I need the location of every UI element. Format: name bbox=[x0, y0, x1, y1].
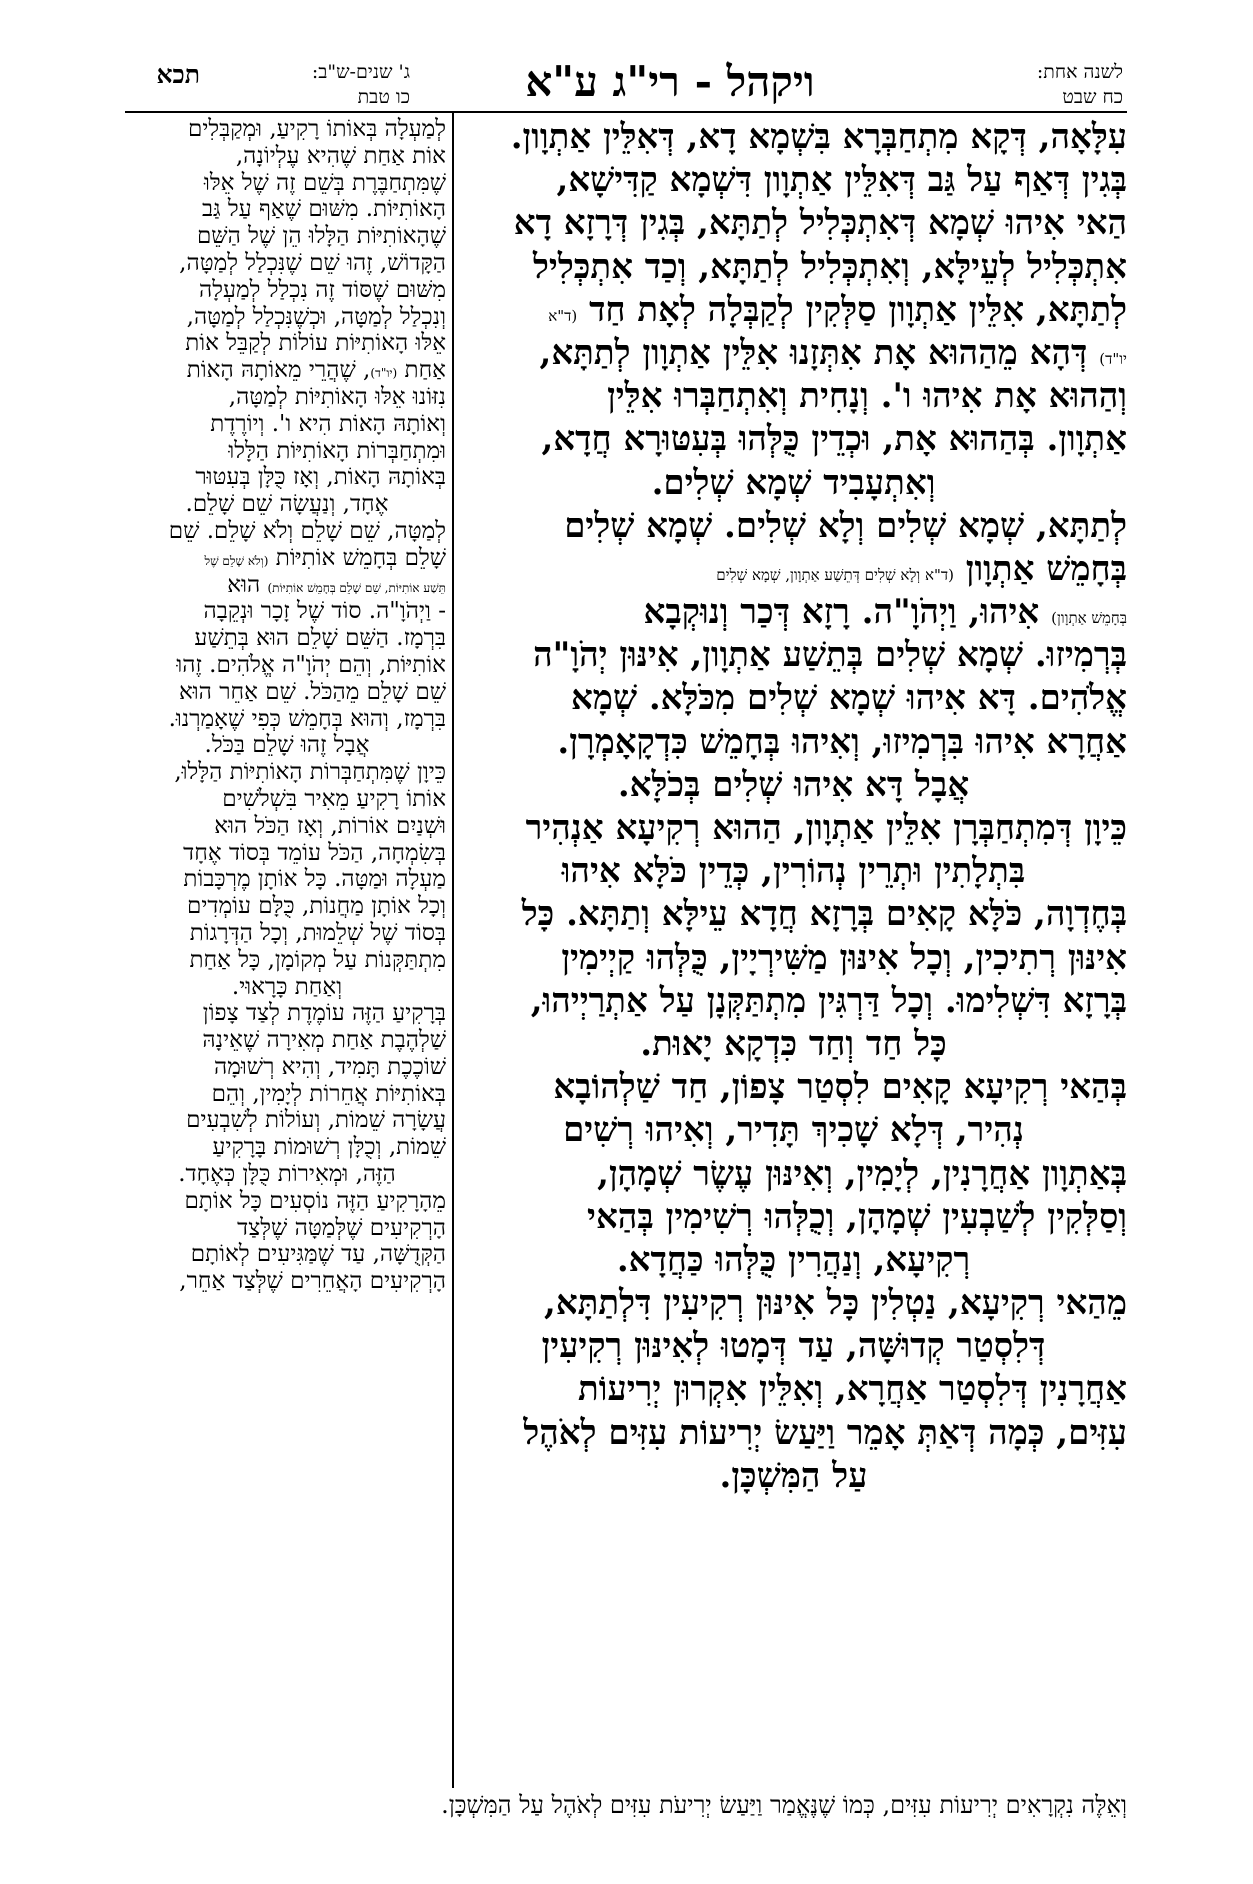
side-line: כֵּיוָן שֶׁמִּתְחַבְּרוֹת הָאוֹתִיּוֹת הַלָּלוּ, bbox=[174, 759, 446, 786]
side-line bbox=[128, 572, 446, 599]
side-line: בְּרָקִיעַ הַזֶּה עוֹמֶדֶת לְצַד צָפוֹן bbox=[202, 1000, 446, 1027]
side-line: אוֹתוֹ רָקִיעַ מֵאִיר בִּשְׁלֹשִׁים bbox=[222, 785, 446, 812]
main-line: וְהַהוּא אָת אִיהוּ ו'. וְנָחִית וְאִתְחַבְּרוּ אִלֵּין bbox=[607, 376, 1127, 417]
side-line: לְמַטָּה, שֵׁם שָׁלֵם וְלֹא שָׁלֵם. שֵׁם bbox=[168, 517, 446, 544]
main-line-text: לְתַתָּא, אִלֵּין אַתְוָון סַלְּקִין לְקַבְּלָה לְאָת חַד bbox=[589, 289, 1127, 330]
side-line: הָרְקִיעִים שֶׁלְּמַטָּה שֶׁלְּצַד bbox=[237, 1214, 446, 1241]
side-line: שַׁלְהֶבֶת אַחַת מְאִירָה שֶׁאֵינָהּ bbox=[202, 1027, 446, 1054]
main-line-text: בְּחָמֵשׁ אַתְוָון bbox=[965, 548, 1127, 589]
variant-note: בְּחָמֵשׁ אַתְוָון) bbox=[1051, 609, 1127, 628]
side-line bbox=[128, 545, 446, 572]
side-line: שֶׁהָאוֹתִיּוֹת הַלָּלוּ הֵן שֶׁל הַשֵּׁם bbox=[196, 223, 446, 250]
side-line: מֵהָרָקִיעַ הַזֶּה נוֹסְעִים כָּל אוֹתָם bbox=[184, 1187, 446, 1214]
main-line: נְהִיר, דְּלָא שָׁכִיךְ תָּדִיר, וְאִיהוּ רְשִׁים bbox=[563, 1110, 1024, 1151]
main-line-text: דְּהָא מֵהַהוּא אָת אִתְּזָנוּ אִלֵּין אַתְוָון לְתַתָּא, bbox=[539, 332, 1088, 373]
side-line-text: הוּא bbox=[227, 571, 261, 598]
main-line: רְקִיעָא, וְנַהֲרִין כֻּלְּהוּ כַּחֲדָא. bbox=[616, 1239, 971, 1280]
variant-note: תֵּשַׁע אוֹתִיּוֹת, שֵׁם שָׁלֵם בְּחָמֵשׁ אוֹתִיּוֹת) bbox=[267, 580, 446, 595]
main-line: אַחֲרָנִין דְּלִסְטַר אַחֲרָא, וְאִלֵּין אִקְרוּן יְרִיעוֹת bbox=[578, 1369, 1127, 1410]
page-title: ויקהל - רי"ג ע"א bbox=[525, 57, 815, 106]
side-line: הַזֶּה, וּמְאִירוֹת כֻּלָּן כְּאֶחָד. bbox=[178, 1161, 396, 1188]
header-schedule-label-2: ג' שנים-ש"ב: bbox=[311, 61, 410, 83]
header-date-one-year bbox=[953, 60, 1123, 112]
side-line: אֶחָד, וְנַעֲשָׂה שֵׁם שָׁלֵם. bbox=[185, 491, 389, 518]
main-line: לְתַתָּא, שְׁמָא שְׁלִים וְלָא שְׁלִים. שְׁמָא שְׁלִים bbox=[564, 505, 1127, 546]
main-line: וְאִתְעָבִיד שְׁמָא שְׁלִים. bbox=[651, 462, 936, 503]
side-line: עֲשָׂרָה שֵׁמוֹת, וְעוֹלוֹת לְשִׁבְעִים bbox=[186, 1107, 446, 1134]
main-line: אֲבָל דָּא אִיהוּ שְׁלִים בְּכֹלָּא. bbox=[617, 764, 970, 805]
main-line: מֵהַאי רְקִיעָא, נַטְלִין כָּל אִינּוּן רְקִיעִין דִּלְתַתָּא, bbox=[544, 1283, 1127, 1324]
main-line: עִזִּים, כְּמָה דְּאַתְּ אָמֵר וַיַּעַשׂ יְרִיעוֹת עִזִּים לְאֹהֶל bbox=[523, 1412, 1127, 1453]
main-line-text: אִיהוּ, וַיְהֹוָ"ה. רָזָא דְּכַר וְנוּקְבָא bbox=[643, 592, 1040, 633]
header-schedule-date-2: כו טבת bbox=[357, 86, 410, 108]
side-line: - וַיְהֹוָ"ה. סוֹד שֶׁל זָכָר וּנְקֵבָה bbox=[203, 598, 446, 625]
variant-note: יו"ד) bbox=[1099, 349, 1127, 368]
header-date-three-years bbox=[210, 60, 410, 112]
main-line: בְּהַאי רְקִיעָא קָאִים לִסְטַר צָפוֹן, חַד שַׁלְהוֹבָא bbox=[553, 1067, 1127, 1108]
side-line: שֵׁמוֹת, וְכֻלָּן רְשׁוּמוֹת בָּרָקִיעַ bbox=[212, 1134, 446, 1161]
main-line: בְּרְמִיזוּ. שְׁמָא שְׁלִים בְּתֵשַׁע אַתְוָון, אִינּוּן יְהֹוָ"ה bbox=[533, 635, 1127, 676]
side-line: הָרְקִיעִים הָאֲחֵרִים שֶׁלְּצַד אַחֵר, bbox=[179, 1268, 446, 1295]
side-line: שֵׁם שָׁלֵם מֵהַכֹּל. שֵׁם אַחֵר הוּא bbox=[178, 678, 446, 705]
main-line: עַל הַמִּשְׁכָּן. bbox=[719, 1455, 868, 1496]
side-line: בְּאוֹתִיּוֹת אֲחֵרוֹת לְיָמִין, וְהֵם bbox=[211, 1080, 446, 1107]
side-line: אֵלּוּ הָאוֹתִיּוֹת עוֹלוֹת לְקַבֵּל אוֹת bbox=[185, 330, 446, 357]
translation-column bbox=[128, 116, 446, 1295]
main-line: עִלָּאָה, דְּקָא מִתְחַבְּרָא בִּשְׁמָא דָא, דְּאִלֵּין אַתְוָון. bbox=[510, 117, 1127, 157]
main-line: הַאי אִיהוּ שְׁמָא דְּאִתְכְּלִיל לְתַתָּא, בְּגִין דְּרָזָא דָא bbox=[513, 203, 1127, 244]
column-divider bbox=[452, 113, 454, 1788]
side-line: בְּאוֹתָהּ הָאוֹת, וְאָז כֻּלָּן בְּעִטּוּר bbox=[195, 464, 446, 491]
side-line: נִזּוֹנוּ אֵלּוּ הָאוֹתִיּוֹת לְמַטָּה, bbox=[228, 383, 446, 410]
variant-note: (יו"ד) bbox=[370, 366, 398, 381]
main-line: אִתְכְּלִיל לְעֵילָּא, וְאִתְכְּלִיל לְתַתָּא, וְכַד אִתְכְּלִיל bbox=[533, 246, 1127, 287]
main-line bbox=[460, 548, 1127, 591]
variant-note: (וְלֹא שָׁלֵם שֶׁל bbox=[204, 553, 269, 568]
main-line bbox=[460, 332, 1127, 375]
side-line: אוֹתִיּוֹת, וְהֵם יְהֹוָ"ה אֱלֹהִים. זֶהוּ bbox=[176, 651, 446, 678]
side-line: וְנִכְלַל לְמַטָּה, וּכְשֶׁנִּכְלַל לְמַטָּה, bbox=[186, 303, 446, 330]
side-line: הַקָּדוֹשׁ, זֶהוּ שֵׁם שֶׁנִּכְלַל לְמַטָּה, bbox=[179, 249, 446, 276]
main-line: אֱלֹהִים. דָּא אִיהוּ שְׁמָא שְׁלִים מִכֹּלָּא. שְׁמָא bbox=[570, 678, 1127, 719]
main-line: בְּגִין דְּאַף עַל גַּב דְּאִלֵּין אַתְוָון דִּשְׁמָא קַדִּישָׁא, bbox=[556, 160, 1127, 201]
header-schedule-date: כח שבט bbox=[1062, 86, 1123, 108]
side-line: וְאַחַת כָּרָאוּי. bbox=[231, 973, 343, 1000]
side-line bbox=[128, 357, 446, 384]
side-line-text: שָׁלֵם בְּחָמֵשׁ אוֹתִיּוֹת bbox=[275, 544, 446, 571]
main-line: כֵּיוָן דְּמִתְחַבְּרָן אִלֵּין אַתְוָון, הַהוּא רְקִיעָא אַנְהִיר bbox=[525, 808, 1127, 848]
main-line: בְּאַתְוָון אַחֲרָנִין, לְיָמִין, וְאִינּוּן עֶשֶׂר שְׁמָהָן, bbox=[597, 1153, 1127, 1194]
main-line: אַחֲרָא אִיהוּ בִּרְמִיזוּ, וְאִיהוּ בְּחָמֵשׁ כִּדְקָאָמְרָן. bbox=[557, 721, 1127, 762]
side-line: וּמִתְחַבְּרוֹת הָאוֹתִיּוֹת הַלָּלוּ bbox=[228, 437, 446, 464]
side-line: וּשְׁנַיִם אוֹרוֹת, וְאָז הַכֹּל הוּא bbox=[214, 812, 446, 839]
side-line: הַקְּדֻשָּׁה, עַד שֶׁמַּגִּיעִים לְאוֹתָם bbox=[190, 1241, 446, 1268]
side-line: מִתְתַּקְּנוֹת עַל מְקוֹמָן, כָּל אַחַת bbox=[189, 946, 446, 973]
page-number: תכא bbox=[156, 60, 200, 89]
side-line: אוֹת אַחַת שֶׁהִיא עֶלְיוֹנָה, bbox=[235, 142, 446, 169]
side-line-text: אַחַת bbox=[404, 357, 446, 384]
side-line: הָאוֹתִיּוֹת. מִשּׁוּם שֶׁאַף עַל גַּב bbox=[201, 196, 446, 223]
header-schedule-label: לשנה אחת: bbox=[1036, 61, 1123, 83]
side-line: מַעְלָה וּמַטָּה. כָּל אוֹתָן מֶרְכָּבוֹת bbox=[183, 866, 446, 893]
side-line: שֶׁמִּתְחַבֶּרֶת בְּשֵׁם זֶה שֶׁל אֵלּוּ bbox=[203, 169, 446, 196]
main-line: בְּחֶדְוָה, כֹּלָּא קָאִים בְּרָזָא חֲדָא עֵילָּא וְתַתָּא. כָּל bbox=[521, 894, 1127, 935]
main-line: אַתְוָון. בְּהַהוּא אָת, וּכְדֵין כֻּלְּהוּ בְּעִטּוּרָא חֲדָא, bbox=[541, 419, 1127, 460]
side-line: וְכָל אוֹתָן מַחֲנוֹת, כֻּלָּם עוֹמְדִים bbox=[187, 893, 446, 920]
variant-note: (ד"א וְלָא שְׁלִים דְּתֵשַׁע אַתְוָון, שְׁמָא שְׁלִים bbox=[716, 565, 954, 584]
variant-note: (ד"א bbox=[548, 306, 578, 325]
main-line: בִּתְלָתִין וּתְרֵין נְהוֹרִין, כְּדֵין כֹּלָּא אִיהוּ bbox=[561, 851, 1026, 892]
side-line: בְּסוֹד שֶׁל שְׁלֵמוּת, וְכָל הַדְּרָגוֹת bbox=[189, 919, 446, 946]
main-line: כָּל חַד וְחַד כִּדְקָא יָאוּת. bbox=[640, 1023, 947, 1064]
side-line: בִּרְמָז, וְהוּא בְּחָמֵשׁ כְּפִי שֶׁאָמַרְנוּ. bbox=[168, 705, 446, 732]
footer-continuation: וְאֵלֶּה נִקְרָאִים יְרִיעוֹת עִזִּים, כְּמוֹ שֶׁנֶּאֱמַר וַיַּעַשׂ יְרִיעֹת עִזִּים לְאֹהֶל עַל הַמִּשְׁכָּן. bbox=[441, 1791, 1127, 1819]
side-line-text: , שֶׁהֲרֵי מֵאוֹתָהּ הָאוֹת bbox=[186, 357, 371, 384]
main-column bbox=[460, 116, 1127, 1498]
main-line: דְּלִסְטַר קְדוּשָּׁה, עַד דְּמָטוּ לְאִינּוּן רְקִיעִין bbox=[541, 1326, 1046, 1367]
side-line: אֲבָל זֶהוּ שָׁלֵם בַּכֹּל. bbox=[204, 732, 370, 759]
main-line: וְסַלְּקִין לְשַׁבְעִין שְׁמָהָן, וְכֻלְּהוּ רְשִׁימִין בְּהַאי bbox=[587, 1196, 1127, 1237]
main-line bbox=[460, 289, 1127, 332]
side-line: וְאוֹתָהּ הָאוֹת הִיא ו'. וְיוֹרֶדֶת bbox=[210, 410, 446, 437]
main-line bbox=[460, 591, 1127, 634]
side-line: בְּשִׂמְחָה, הַכֹּל עוֹמֵד בְּסוֹד אֶחָד bbox=[183, 839, 446, 866]
side-line: בִּרְמָז. הַשֵּׁם שָׁלֵם הוּא בְּתֵשַׁע bbox=[194, 625, 446, 652]
side-line: מִשּׁוּם שֶׁסּוֹד זֶה נִכְלַל לְמַעְלָה bbox=[199, 276, 446, 303]
main-line: בְּרָזָא דִּשְׁלִימוּ. וְכָל דַּרְגִּין מִתְתַּקְּנָן עַל אַתְרַיְיהוּ, bbox=[530, 980, 1127, 1021]
header-rule bbox=[125, 111, 1127, 113]
main-line: אִינּוּן רְתִיכִין, וְכָל אִינּוּן מַשִּׁירְיָין, כֻּלְּהוּ קַיְימִין bbox=[561, 937, 1127, 978]
side-line: לְמַעְלָה בְּאוֹתוֹ רָקִיעַ, וּמְקַבְּלִים bbox=[187, 116, 446, 142]
side-line: שׁוֹכֶכֶת תָּמִיד, וְהִיא רְשׁוּמָה bbox=[214, 1053, 446, 1080]
